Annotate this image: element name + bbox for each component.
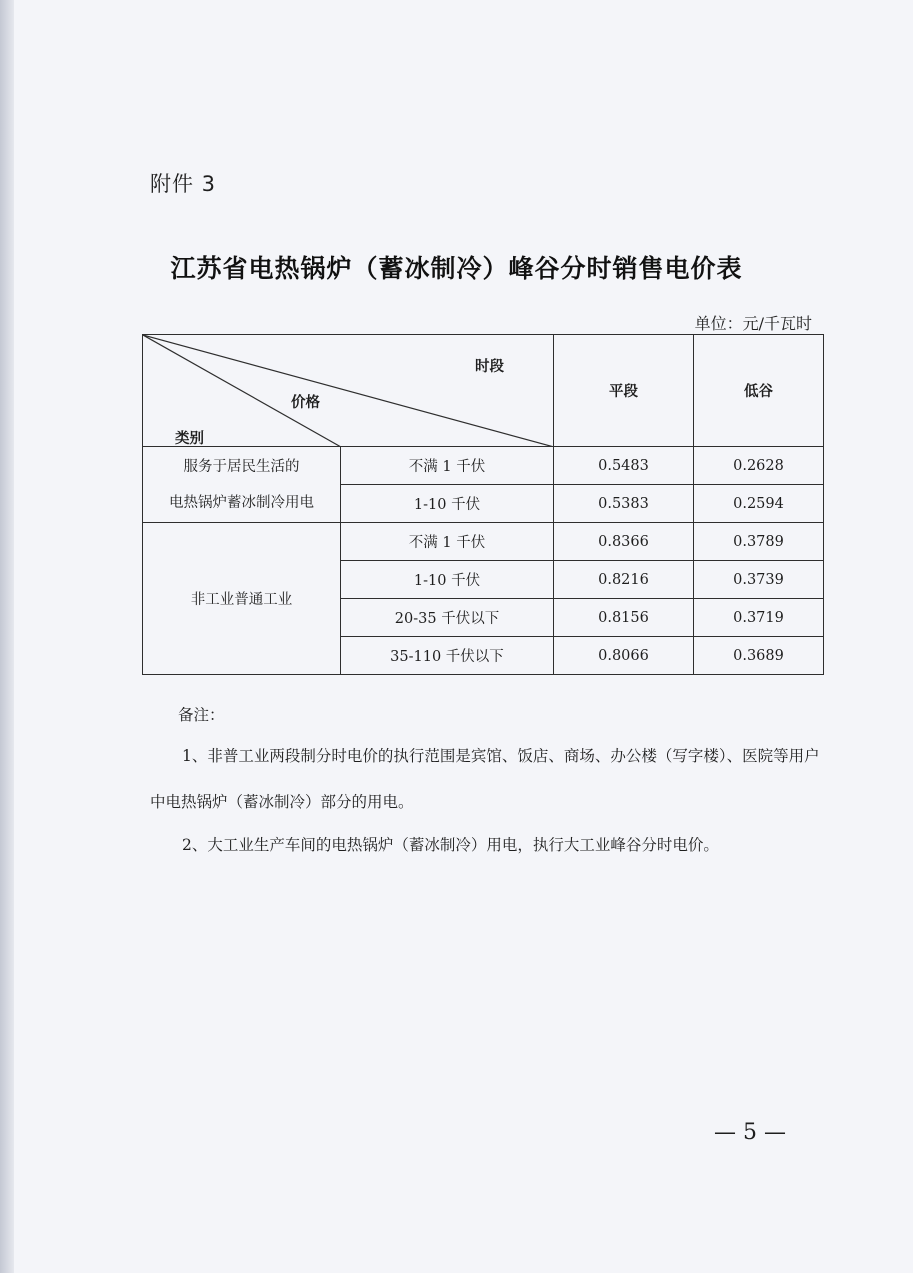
- flat-price-cell: 0.8066: [554, 637, 694, 675]
- page-number: — 5 —: [714, 1120, 786, 1145]
- capacity-cell: 不满 1 千伏: [341, 523, 554, 561]
- document-title: 江苏省电热锅炉（蓄冰制冷）峰谷分时销售电价表: [170, 254, 743, 283]
- attachment-label: 附件 3: [150, 172, 217, 196]
- flat-price-cell: 0.8156: [554, 599, 694, 637]
- capacity-cell: 1-10 千伏: [341, 561, 554, 599]
- header-valley: 低谷: [694, 335, 824, 447]
- capacity-cell: 35-110 千伏以下: [341, 637, 554, 675]
- unit-label: 单位：元/千瓦时: [694, 314, 812, 333]
- table-row: [143, 523, 824, 561]
- note-item-2: 2、大工业生产车间的电热锅炉（蓄冰制冷）用电，执行大工业峰谷分时电价。: [182, 836, 719, 854]
- category-cell-nonindustrial: 非工业普通工业: [143, 523, 341, 675]
- category-line: 服务于居民生活的: [183, 458, 300, 475]
- capacity-cell: 20-35 千伏以下: [341, 599, 554, 637]
- diagonal-lines: [143, 335, 554, 447]
- header-period-label: 时段: [475, 359, 504, 375]
- valley-price-cell: 0.3689: [694, 637, 824, 675]
- price-table: [142, 334, 824, 675]
- diagonal-header-cell: [143, 335, 554, 447]
- flat-price-cell: 0.5483: [554, 447, 694, 485]
- capacity-cell: 1-10 千伏: [341, 485, 554, 523]
- valley-price-cell: 0.2594: [694, 485, 824, 523]
- notes-label: 备注：: [178, 706, 225, 724]
- header-category-label: 类别: [175, 431, 204, 447]
- valley-price-cell: 0.3789: [694, 523, 824, 561]
- flat-price-cell: 0.5383: [554, 485, 694, 523]
- header-price-label: 价格: [291, 395, 320, 411]
- page-edge-shadow: [0, 0, 14, 1273]
- valley-price-cell: 0.2628: [694, 447, 824, 485]
- category-line: 电热锅炉蓄冰制冷用电: [169, 494, 314, 511]
- flat-price-cell: 0.8216: [554, 561, 694, 599]
- valley-price-cell: 0.3739: [694, 561, 824, 599]
- flat-price-cell: 0.8366: [554, 523, 694, 561]
- capacity-cell: 不满 1 千伏: [341, 447, 554, 485]
- table-header-row: [143, 335, 824, 447]
- note-item-1: 1、非普工业两段制分时电价的执行范围是宾馆、饭店、商场、办公楼（写字楼）、医院等用户中电热锅炉（蓄冰制冷）部分的用电。: [150, 747, 820, 811]
- category-cell-residential: [143, 447, 341, 523]
- table-row: [143, 447, 824, 485]
- valley-price-cell: 0.3719: [694, 599, 824, 637]
- header-flat: 平段: [554, 335, 694, 447]
